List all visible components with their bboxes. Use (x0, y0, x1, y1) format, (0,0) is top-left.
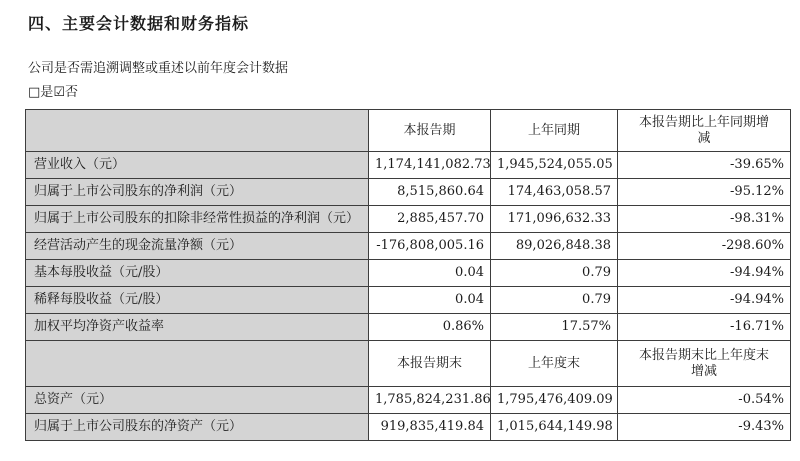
table-row-basic-eps (26, 260, 791, 287)
table-row-net-profit (26, 179, 791, 206)
table-row-weighted-avg-roe (26, 314, 791, 341)
section-title: 四、主要会计数据和财务指标 (28, 14, 250, 33)
period-header-change (618, 110, 791, 152)
row-current-value: 1,785,824,231.86 (369, 387, 491, 414)
row-label: 归属于上市公司股东的净资产（元） (26, 414, 369, 441)
row-prior-value: 89,026,848.38 (491, 233, 618, 260)
row-label: 加权平均净资产收益率 (26, 314, 369, 341)
period-header-change-text: 本报告期比上年同期增减 (638, 114, 769, 146)
endperiod-header-change (618, 341, 791, 387)
row-prior-value: 1,015,644,149.98 (491, 414, 618, 441)
period-header-current: 本报告期 (369, 110, 491, 152)
row-label: 总资产（元） (26, 387, 369, 414)
row-current-value: 0.86% (369, 314, 491, 341)
endperiod-header-prior: 上年度末 (491, 341, 618, 387)
table-row-operating-cash-flow (26, 233, 791, 260)
checkbox-no-label: 否 (64, 85, 78, 100)
row-change-value: -298.60% (618, 233, 791, 260)
row-label: 基本每股收益（元/股） (26, 260, 369, 287)
row-change-value: -16.71% (618, 314, 791, 341)
row-label: 归属于上市公司股东的净利润（元） (26, 179, 369, 206)
row-change-value: -94.94% (618, 287, 791, 314)
table-row-diluted-eps (26, 287, 791, 314)
row-prior-value: 1,795,476,409.09 (491, 387, 618, 414)
row-prior-value: 17.57% (491, 314, 618, 341)
row-current-value: -176,808,005.16 (369, 233, 491, 260)
endperiod-header-current: 本报告期末 (369, 341, 491, 387)
restatement-answer (28, 84, 790, 101)
row-change-value: -9.43% (618, 414, 791, 441)
row-change-value: -94.94% (618, 260, 791, 287)
row-current-value: 2,885,457.70 (369, 206, 491, 233)
row-change-value: -95.12% (618, 179, 791, 206)
row-current-value: 8,515,860.64 (369, 179, 491, 206)
row-prior-value: 174,463,058.57 (491, 179, 618, 206)
row-current-value: 1,174,141,082.73 (369, 152, 491, 179)
row-change-value: -39.65% (618, 152, 791, 179)
checkbox-yes-label: 是 (40, 85, 54, 100)
endperiod-header-row (26, 341, 791, 387)
period-header-empty-cell (26, 110, 369, 152)
row-current-value: 0.04 (369, 260, 491, 287)
table-row-net-profit-excl-nonrecurring (26, 206, 791, 233)
row-label: 营业收入（元） (26, 152, 369, 179)
endperiod-header-empty-cell (26, 341, 369, 387)
checkbox-no-checked-icon: ☑ (53, 85, 65, 100)
table-row-operating-revenue (26, 152, 791, 179)
row-change-value: -0.54% (618, 387, 791, 414)
table-row-net-assets (26, 414, 791, 441)
endperiod-header-change-text: 本报告期末比上年度末增减 (638, 347, 769, 379)
period-header-prior: 上年同期 (491, 110, 618, 152)
table-row-total-assets (26, 387, 791, 414)
financial-indicators-table (25, 109, 791, 441)
restatement-question: 公司是否需追溯调整或重述以前年度会计数据 (28, 61, 289, 76)
row-prior-value: 171,096,632.33 (491, 206, 618, 233)
row-label: 归属于上市公司股东的扣除非经常性损益的净利润（元） (26, 206, 369, 233)
period-header-row (26, 110, 791, 152)
row-prior-value: 0.79 (491, 287, 618, 314)
row-label: 稀释每股收益（元/股） (26, 287, 369, 314)
row-change-value: -98.31% (618, 206, 791, 233)
row-prior-value: 0.79 (491, 260, 618, 287)
row-label: 经营活动产生的现金流量净额（元） (26, 233, 369, 260)
row-current-value: 0.04 (369, 287, 491, 314)
row-prior-value: 1,945,524,055.05 (491, 152, 618, 179)
checkbox-yes-icon: □ (28, 85, 41, 100)
row-current-value: 919,835,419.84 (369, 414, 491, 441)
